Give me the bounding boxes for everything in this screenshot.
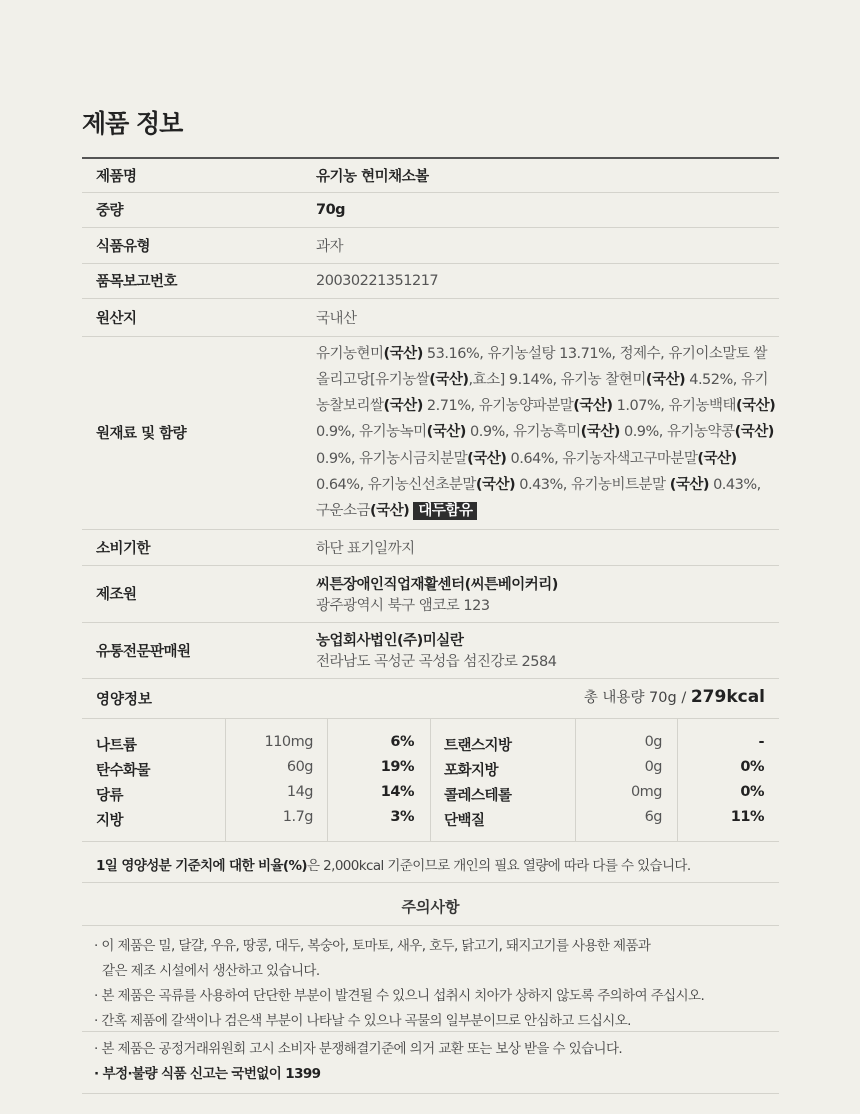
origin-tag: (국산) — [736, 398, 776, 415]
origin-tag: (국산) — [645, 371, 686, 388]
nutrient-amount: 14g — [286, 784, 313, 800]
product-info-table — [82, 157, 779, 679]
origin-tag: (국산) — [383, 398, 423, 415]
label-expiry: 소비기한 — [82, 529, 303, 565]
nutrient-amount: 6g — [644, 809, 662, 825]
ingredient-text: 0.9%, 유기농녹미 — [316, 424, 427, 441]
nutrient-amount: 0mg — [630, 784, 662, 800]
nutrient-percent: 19% — [380, 759, 414, 775]
origin-tag: (국산) — [669, 476, 709, 493]
nutrient-percent: - — [758, 734, 764, 750]
caution-list — [82, 934, 779, 1034]
caution-item-continued: 같은 제조 시설에서 생산하고 있습니다. — [102, 963, 320, 979]
label-distributor: 유통전문판매원 — [82, 622, 303, 678]
row-ingredients — [82, 336, 779, 529]
note-bold: 1일 영양성분 기준치에 대한 비율(%) — [96, 858, 307, 874]
nutrient-percent: 3% — [390, 809, 414, 825]
row-report-number — [82, 263, 779, 298]
value-food-type: 과자 — [303, 227, 779, 263]
total-content: 총 내용량 70g — [583, 690, 677, 706]
nutrition-row — [82, 809, 779, 834]
nutrient-amount: 0g — [644, 759, 662, 775]
row-distributor — [82, 622, 779, 678]
caution-title: 주의사항 — [401, 898, 460, 916]
nutrition-row — [82, 784, 779, 809]
value-report-number: 20030221351217 — [303, 263, 779, 298]
nutrition-header — [82, 678, 779, 719]
ingredient-text: 0.9%, 유기농흑미 — [465, 424, 581, 441]
ingredient-text: 53.16%, 유기농설탕 13.71%, 정제수, 유기이소말토 쌀올리고당[유기농쌀 — [316, 345, 767, 388]
ingredient-text: 0.64%, 유기농신선초분말 — [316, 476, 476, 493]
caution-item: · 간혹 제품에 갈색이나 검은색 부분이 나타날 수 있으나 곡물의 일부분이므로 안심하고 드십시오. — [94, 1013, 631, 1029]
row-product-name — [82, 158, 779, 192]
value-ingredients — [303, 336, 779, 529]
caution-item: · 본 제품은 공정거래위원회 고시 소비자 분쟁해결기준에 의거 교환 또는 보상 받을 수 있습니다. — [94, 1041, 623, 1057]
ingredient-text: 유기농현미 — [316, 345, 384, 362]
origin-tag: (국산) — [580, 424, 620, 441]
nutrient-amount: 60g — [286, 759, 313, 775]
ingredient-text: 0.43%, 유기농비트분말 — [515, 476, 670, 493]
nutrient-amount: 1.7g — [282, 809, 313, 825]
distributor-address: 전라남도 곡성군 곡성읍 섬진강로 2584 — [316, 654, 557, 671]
nutrient-amount: 110mg — [264, 734, 313, 750]
nutrient-amount: 0g — [644, 734, 662, 750]
nutrient-name: 단백질 — [444, 813, 485, 829]
row-food-type — [82, 227, 779, 263]
label-report-number: 품목보고번호 — [82, 263, 303, 298]
ingredients-text — [316, 346, 775, 520]
nutrient-name: 콜레스테롤 — [444, 788, 512, 804]
nutrition-note — [82, 842, 779, 883]
origin-tag: (국산) — [734, 424, 774, 441]
distributor-name: 농업회사법인(주)미실란 — [316, 633, 464, 650]
origin-tag: (국산) — [573, 398, 613, 415]
nutrition-grid — [82, 719, 779, 842]
value-origin: 국내산 — [303, 298, 779, 336]
ingredient-text: 0.9%, 유기농약콩 — [619, 424, 735, 441]
nutrient-percent: 0% — [740, 759, 764, 775]
ingredient-text: ,효소] 9.14%, 유기농 찰현미 — [468, 371, 646, 388]
caution-item: · 이 제품은 밀, 달걀, 우유, 땅콩, 대두, 복숭아, 토마토, 새우, 호두, 닭고기, 돼지고기를 사용한 제품과 — [94, 938, 651, 954]
total-kcal: 279kcal — [690, 687, 765, 707]
nutrient-percent: 11% — [730, 809, 764, 825]
origin-tag: (국산) — [697, 450, 737, 467]
row-weight — [82, 192, 779, 227]
value-manufacturer — [303, 565, 779, 622]
nutrient-name: 나트륨 — [96, 738, 137, 754]
nutrient-name: 당류 — [96, 788, 124, 804]
nutrient-percent: 14% — [380, 784, 414, 800]
label-food-type: 식품유형 — [82, 227, 303, 263]
note-text — [96, 854, 691, 874]
nutrition-total — [584, 686, 765, 707]
nutrition-label: 영양정보 — [96, 692, 153, 708]
value-distributor — [303, 622, 779, 678]
ingredient-text: 0.9%, 유기농시금치분말 — [316, 450, 468, 467]
origin-tag: (국산) — [429, 371, 469, 388]
nutrient-name: 트랜스지방 — [444, 738, 512, 754]
origin-tag: (국산) — [370, 503, 410, 520]
allergen-badge: 대두함유 — [413, 502, 477, 520]
value-product-name: 유기농 현미채소볼 — [303, 158, 779, 192]
note-rest: 은 2,000kcal 기준이므로 개인의 필요 열량에 따라 다를 수 있습니다. — [307, 858, 691, 874]
nutrient-percent: 6% — [390, 734, 414, 750]
nutrient-name: 포화지방 — [444, 763, 499, 779]
nutrition-row — [82, 759, 779, 784]
report-hotline: · 부정·불량 식품 신고는 국번없이 1399 — [94, 1066, 321, 1082]
row-expiry — [82, 529, 779, 565]
value-expiry: 하단 표기일까지 — [303, 529, 779, 565]
ingredient-text: 2.71%, 유기농양파분말 — [422, 398, 574, 415]
caution-header — [82, 883, 779, 926]
page-title: 제품 정보 — [82, 109, 183, 138]
manufacturer-name: 씨튼장애인직업재활센터(씨튼베이커리) — [316, 576, 558, 593]
manufacturer-address: 광주광역시 북구 앰코로 123 — [316, 597, 490, 614]
label-ingredients: 원재료 및 함량 — [82, 336, 303, 529]
nutrition-row — [82, 734, 779, 759]
caution-item: · 본 제품은 곡류를 사용하여 단단한 부분이 발견될 수 있으니 섭취시 치아가 상하지 않도록 주의하여 주십시오. — [94, 988, 705, 1004]
label-weight: 중량 — [82, 192, 303, 227]
origin-tag: (국산) — [475, 476, 516, 493]
caution-list-2 — [82, 1031, 779, 1094]
ingredient-text: 1.07%, 유기농백태 — [612, 398, 736, 415]
row-manufacturer — [82, 565, 779, 622]
nutrient-percent: 0% — [740, 784, 764, 800]
value-weight: 70g — [303, 192, 779, 227]
nutrient-name: 지방 — [96, 813, 124, 829]
row-origin — [82, 298, 779, 336]
nutrient-name: 탄수화물 — [96, 763, 151, 779]
origin-tag: (국산) — [467, 450, 507, 467]
total-separator: / — [681, 690, 687, 706]
origin-tag: (국산) — [426, 424, 466, 441]
label-manufacturer: 제조원 — [82, 565, 303, 622]
ingredient-text: 4.52%, 유기농찰보리쌀 — [316, 371, 769, 415]
ingredient-text: 0.64%, 유기농자색고구마분말 — [506, 450, 698, 467]
ingredient-text: 0.43%, 구운소금 — [316, 476, 761, 520]
label-origin: 원산지 — [82, 298, 303, 336]
label-product-name: 제품명 — [82, 158, 303, 192]
origin-tag: (국산) — [383, 345, 423, 362]
